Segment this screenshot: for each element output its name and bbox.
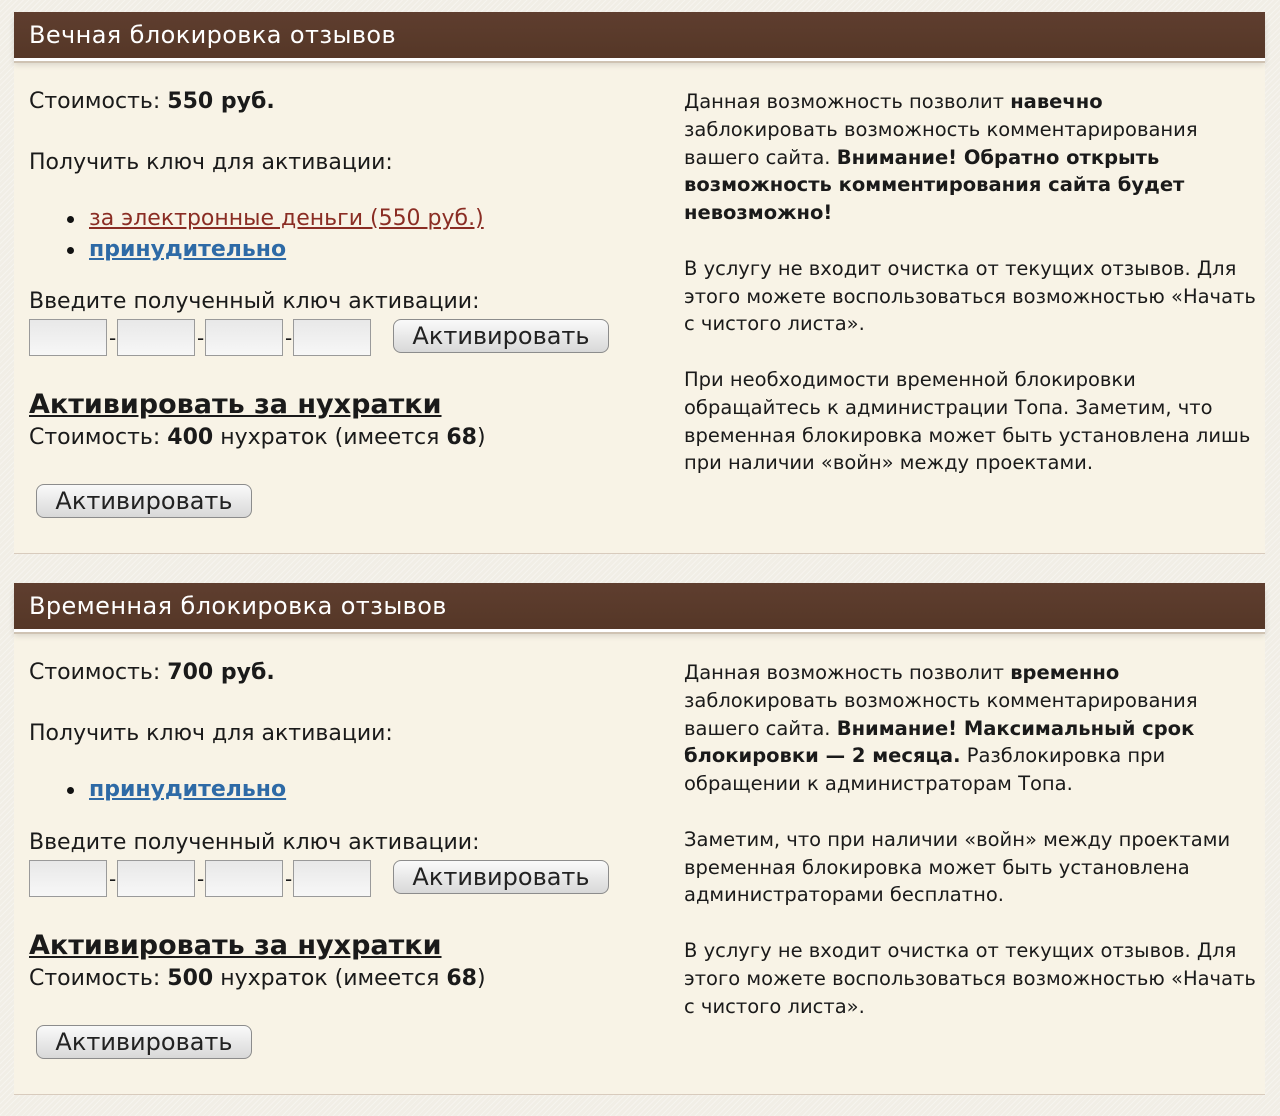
nux-cost-label: Стоимость: — [29, 425, 161, 450]
key-input-row — [29, 319, 629, 357]
description-paragraph: В услугу не входит очистка от текущих отзывов. Для этого можете воспользоваться возможностью «Начать с чистого листа». — [684, 256, 1256, 336]
description-paragraph: Заметим, что при наличии «войн» между проектами временная блокировка может быть установлена администраторами бесплатно. — [684, 827, 1231, 907]
key-part-2-input[interactable] — [117, 319, 195, 356]
description-paragraph: Данная возможность позволит навечно заблокировать возможность комментарирования вашего сайта. Внимание! Обратно открыть возможность комментирования сайта будет невозможно! — [684, 90, 1198, 225]
price-value: 700 руб. — [167, 660, 275, 685]
nux-activate-title[interactable]: Активировать за нухратки — [29, 930, 442, 961]
list-item — [29, 234, 484, 265]
key-part-3-input[interactable] — [205, 319, 283, 356]
key-part-3-input[interactable] — [205, 860, 283, 897]
key-part-2-input[interactable] — [117, 860, 195, 897]
key-part-1-input[interactable] — [29, 860, 107, 897]
eternal-block-section — [14, 12, 1265, 554]
key-separator: - — [285, 326, 293, 350]
nux-cost-label: Стоимость: — [29, 966, 161, 991]
price-label: Стоимость: — [29, 660, 161, 685]
price-line — [29, 89, 275, 114]
description-paragraph: При необходимости временной блокировки обращайтесь к администрации Топа. Заметим, что временная блокировка может быть установлена лишь при наличии «войн» между проектами. — [684, 367, 1251, 475]
nux-activate-title[interactable]: Активировать за нухратки — [29, 389, 442, 420]
nux-balance: 68 — [446, 966, 477, 991]
price-value: 550 руб. — [167, 89, 275, 114]
key-separator: - — [109, 326, 117, 350]
section-title: Вечная блокировка отзывов — [14, 12, 1265, 58]
activate-key-button[interactable]: Активировать — [393, 319, 609, 353]
nux-unit: нухраток (имеется — [220, 425, 440, 450]
nux-cost-value: 500 — [167, 966, 214, 991]
key-separator: - — [197, 326, 205, 350]
get-key-label: Получить ключ для активации: — [29, 150, 393, 175]
key-part-1-input[interactable] — [29, 319, 107, 356]
nux-unit: нухраток (имеется — [220, 966, 440, 991]
get-key-label: Получить ключ для активации: — [29, 721, 393, 746]
temporary-block-section — [14, 583, 1265, 1095]
section-title: Временная блокировка отзывов — [14, 583, 1265, 629]
enter-key-label: Введите полученный ключ активации: — [29, 830, 480, 855]
activate-nux-button[interactable]: Активировать — [36, 1025, 252, 1059]
nux-close-paren: ) — [476, 425, 486, 450]
key-separator: - — [197, 867, 205, 891]
nux-cost-line — [29, 425, 486, 450]
pay-electronic-money-link[interactable]: за электронные деньги (550 руб.) — [89, 206, 484, 231]
key-part-4-input[interactable] — [293, 319, 371, 356]
nux-cost-value: 400 — [167, 425, 214, 450]
key-input-row — [29, 860, 629, 898]
key-part-4-input[interactable] — [293, 860, 371, 897]
nux-cost-line — [29, 966, 486, 991]
key-source-list — [29, 203, 484, 265]
key-source-list — [29, 774, 286, 805]
description-paragraph: Данная возможность позволит временно заблокировать возможность комментарирования вашего сайта. Внимание! Максимальный срок блокировки — 2 месяца. Разблокировка при обращении к администраторам Топа. — [684, 661, 1198, 796]
description-paragraph: В услугу не входит очистка от текущих отзывов. Для этого можете воспользоваться возможностью «Начать с чистого листа». — [684, 938, 1256, 1018]
price-line — [29, 660, 275, 685]
nux-close-paren: ) — [476, 966, 486, 991]
key-separator: - — [285, 867, 293, 891]
description-column — [684, 88, 1256, 505]
activate-key-button[interactable]: Активировать — [393, 860, 609, 894]
forced-link[interactable]: принудительно — [89, 237, 287, 262]
enter-key-label: Введите полученный ключ активации: — [29, 289, 480, 314]
activate-nux-button[interactable]: Активировать — [36, 484, 252, 518]
price-label: Стоимость: — [29, 89, 161, 114]
list-item — [29, 774, 286, 805]
forced-link[interactable]: принудительно — [89, 777, 287, 802]
nux-balance: 68 — [446, 425, 477, 450]
key-separator: - — [109, 867, 117, 891]
list-item — [29, 203, 484, 234]
description-column — [684, 659, 1256, 1048]
